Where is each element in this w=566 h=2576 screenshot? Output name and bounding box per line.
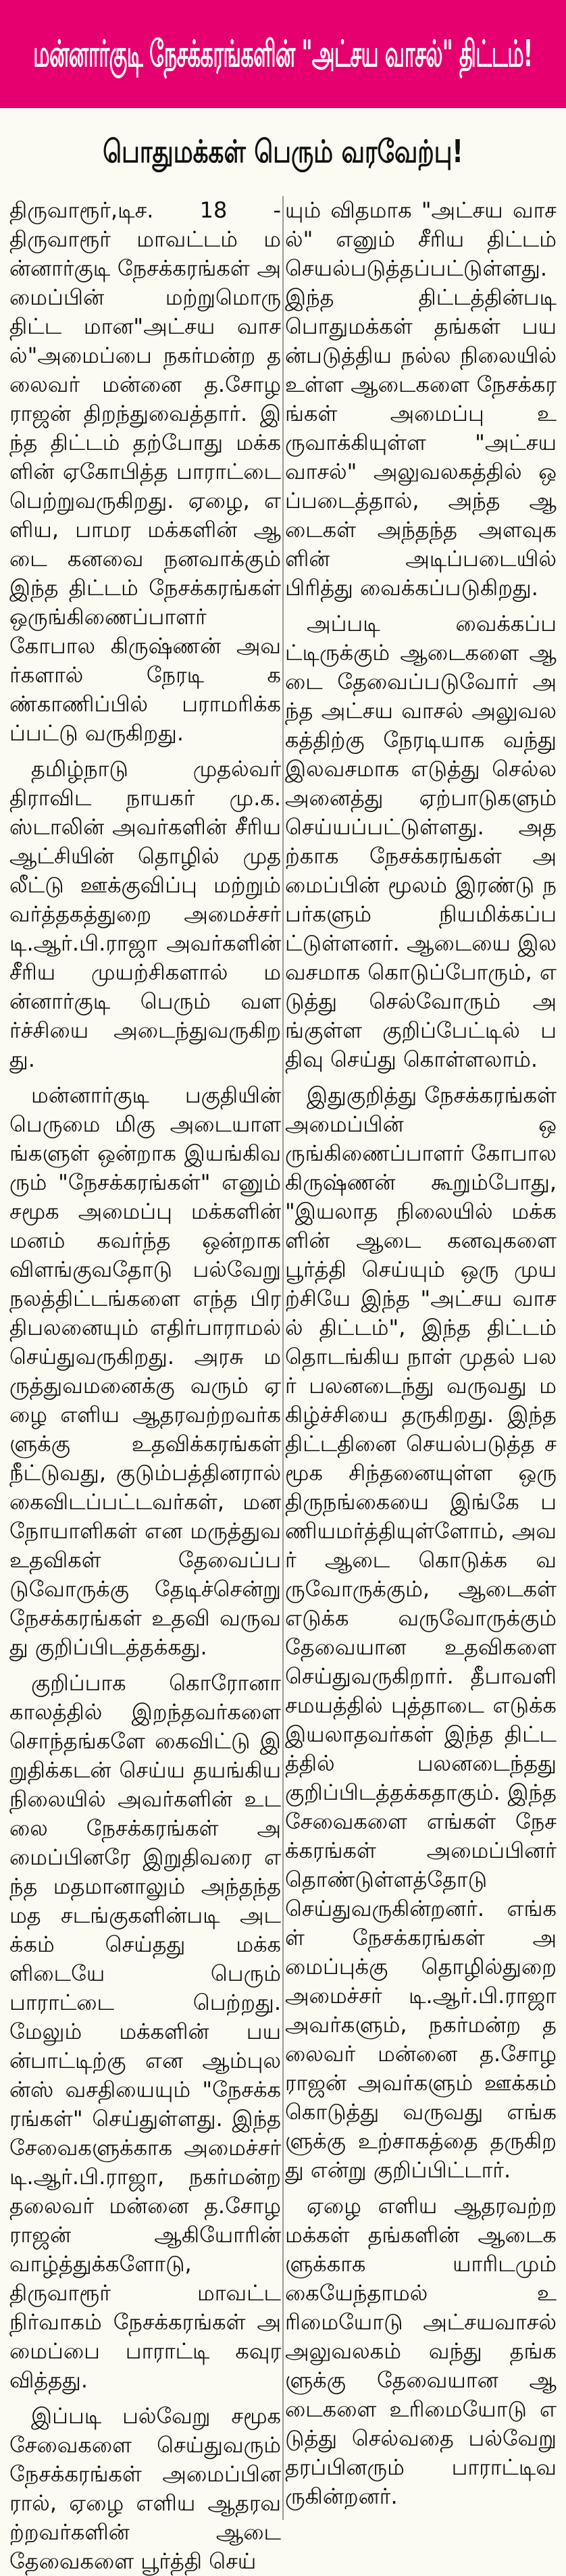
article-paragraph: குறிப்பாக கொரோனா காலத்தில் இறந்தவர்களை சொந்தங்களே கைவிட்டு இறுதிக்கடன் செய்ய தயங்கிய நிலையில் அவர்களின் உடலை நேசக்கரங்கள் அமைப்பினரே இறுதிவரை எந்த மதமானாலும் அந்தந்த மத சடங்குகளின்படி அடக்கம் செய்தது மக்களிடையே பெரும் பாராட்டை பெற்றது. மேலும் மக்களின் பயன்பாட்டிற்கு என ஆம்புலன்ஸ் வசதியையும் "நேசக்கரங்கள்" செய்துள்ளது. இந்த சேவைகளுக்காக அமைச்சர் டி.ஆர்.பி.ராஜா, நகர்மன்ற தலைவர் மன்னை த.சோழராஜன் ஆகியோரின் வாழ்த்துக்களோடு, திருவாரூர் மாவட்ட நிர்வாகம் நேசக்கரங்கள் அமைப்பை பாராட்டி கவுரவித்தது. xyxy=(9,1670,281,2393)
right-column xyxy=(285,196,557,2520)
subheadline-box xyxy=(0,118,566,189)
column-divider xyxy=(282,196,284,2520)
article-paragraph: இப்படி பல்வேறு சமூக சேவைகளை செய்துவரும் நேசக்கரங்கள் அமைப்பினரால், ஏழை எளிய ஆதரவற்றவர்களின் ஆடை தேவைகளை பூர்த்தி செய் xyxy=(9,2403,281,2574)
subheadline: பொதுமக்கள் பெரும் வரவேற்பு! xyxy=(103,133,463,170)
article-paragraph: ஏழை எளிய ஆதரவற்ற மக்கள் தங்களின் ஆடைகளுக்காக யாரிடமும் கையேந்தாமல் உரிமையோடு அட்சயவாசல் அலுவலகம் வந்து தங்களுக்கு தேவையான ஆடைகளை உரிமையோடு எடுத்து செல்வதை பல்வேறு தரப்பினரும் பாராட்டிவருகின்றனர். xyxy=(285,2193,557,2509)
article-paragraph: திருவாரூர்,டிச. 18 - திருவாரூர் மாவட்டம் மன்னார்குடி நேசக்கரங்கள் அமைப்பின் மற்றுமொரு திட்ட மான"அட்சய வாசல்"அமைப்பை நகர்மன்ற த லைவர் மன்னை த.சோழராஜன் திறந்துவைத்தார். இந்த திட்டம் தற்போது மக்களின் ஏகோபித்த பாராட்டை பெற்றுவருகிறது. ஏழை, எளிய, பாமர மக்களின் ஆடை கனவை நனவாக்கும் இந்த திட்டம் நேசக்கரங்கள் ஒருங்கிணைப்பாளர் கோபால கிருஷ்ணன் அவர்களால் நேரடி கண்காணிப்பில் பராமரிக்கப்பட்டு வருகிறது. xyxy=(9,197,281,746)
article-paragraph: யும் விதமாக "அட்சய வாசல்" எனும் சீரிய திட்டம் செயல்படுத்தப்பட்டுள்ளது. இந்த திட்டத்தின்படி பொதுமக்கள் தங்கள் பயன்படுத்திய நல்ல நிலையில் உள்ள ஆடைகளை நேசக்கரங்கள் அமைப்பு உருவாக்கியுள்ள "அட்சயவாசல்" அலுவலகத்தில் ஒப்படைத்தால், அந்த ஆடைகள் அந்தந்த அளவுகளின் அடிப்படையில் பிரித்து வைக்கப்படுகிறது. xyxy=(285,197,557,601)
headline-banner xyxy=(0,0,566,108)
article-body xyxy=(9,196,557,2574)
article-paragraph: மன்னார்குடி பகுதியின் பெருமை மிகு அடையாளங்களுள் ஒன்றாக இயங்கிவரும் "நேசக்கரங்கள்" எனும் சமூக அமைப்பு மக்களின் மனம் கவர்ந்த ஒன்றாக விளங்குவதோடு பல்வேறு நலத்திட்டங்களை எந்த பிரதிபலனையும் எதிர்பாராமல் செய்துவருகிறது. அரசு மருத்துவமனைக்கு வரும் ஏழை எளிய ஆதரவற்றவர்களுக்கு உதவிக்கரங்கள் நீட்டுவது, குடும்பத்தினரால் கைவிடப்பட்டவர்கள், மனநோயாளிகள் என மருத்துவ உதவிகள் தேவைப்படுவோருக்கு தேடிச்சென்று நேசக்கரங்கள் உதவி வருவது குறிப்பிடத்தக்கது. xyxy=(9,1082,281,1660)
left-column xyxy=(9,196,281,2574)
headline: மன்னார்குடி நேசக்கரங்களின் "அட்சய வாசல்" திட்டம்! xyxy=(33,32,533,75)
article-paragraph: அப்படி வைக்கப்பட்டிருக்கும் ஆடைகளை ஆடை தேவைப்படுவோர் அந்த அட்சய வாசல் அலுவலகத்திற்கு நேரடியாக வந்து இலவசமாக எடுத்து செல்ல அனைத்து ஏற்பாடுகளும் செய்யப்பட்டுள்ளது. அதற்காக நேசக்கரங்கள் அமைப்பின் மூலம் இரண்டு நபர்களும் நியமிக்கப்பட்டுள்ளனர். ஆடையை இலவசமாக கொடுப்போரும், எடுத்து செல்வோரும் அங்குள்ள குறிப்பேட்டில் பதிவு செய்து கொள்ளலாம். xyxy=(285,611,557,1072)
article-paragraph: இதுகுறித்து நேசக்கரங்கள் அமைப்பின் ஒருங்கிணைப்பாளர் கோபால கிருஷ்ணன் கூறும்போது, "இயலாத நிலையில் மக்களின் ஆடை கனவுகளை பூர்த்தி செய்யும் ஒரு முயற்சியே இந்த "அட்சய வாசல் திட்டம்", இந்த திட்டம் தொடங்கிய நாள் முதல் பலர் பலனடைந்து வருவது மகிழ்ச்சியை தருகிறது. இந்த திட்டதினை செயல்படுத்த சமூக சிந்தனையுள்ள ஒரு திருநங்கையை இங்கே பணியமர்த்தியுள்ளோம், அவர் ஆடை கொடுக்க வருவோருக்கும், ஆடைகள் எடுக்க வருவோருக்கும் தேவையான உதவிகளை செய்துவருகிறார். தீபாவளி சமயத்தில் புத்தாடை எடுக்க இயலாதவர்கள் இந்த திட்டத்தில் பலனடைந்தது குறிப்பிடத்தக்கதாகும். இந்த சேவைகளை எங்கள் நேசக்கரங்கள் அமைப்பினர் தொண்டுள்ளத்தோடு செய்துவருகின்றனர். எங்கள் நேசக்கரங்கள் அமைப்புக்கு தொழில்துறை அமைச்சர் டி.ஆர்.பி.ராஜா அவர்களும், நகர்மன்ற தலைவர் மன்னை த.சோழராஜன் அவர்களும் ஊக்கம் கொடுத்து வருவது எங்களுக்கு உற்சாகத்தை தருகிறது என்று குறிப்பிட்டார். xyxy=(285,1082,557,2183)
article-paragraph: தமிழ்நாடு முதல்வர் திராவிட நாயகர் மு.க.ஸ்டாலின் அவர்களின் சீரிய ஆட்சியின் தொழில் முதலீட்டு ஊக்குவிப்பு மற்றும் வர்த்தகத்துறை அமைச்சர் டி.ஆர்.பி.ராஜா அவர்களின் சீரிய முயற்சிகளால் மன்னார்குடி பெரும் வளர்ச்சியை அடைந்துவருகிறது. xyxy=(9,756,281,1072)
